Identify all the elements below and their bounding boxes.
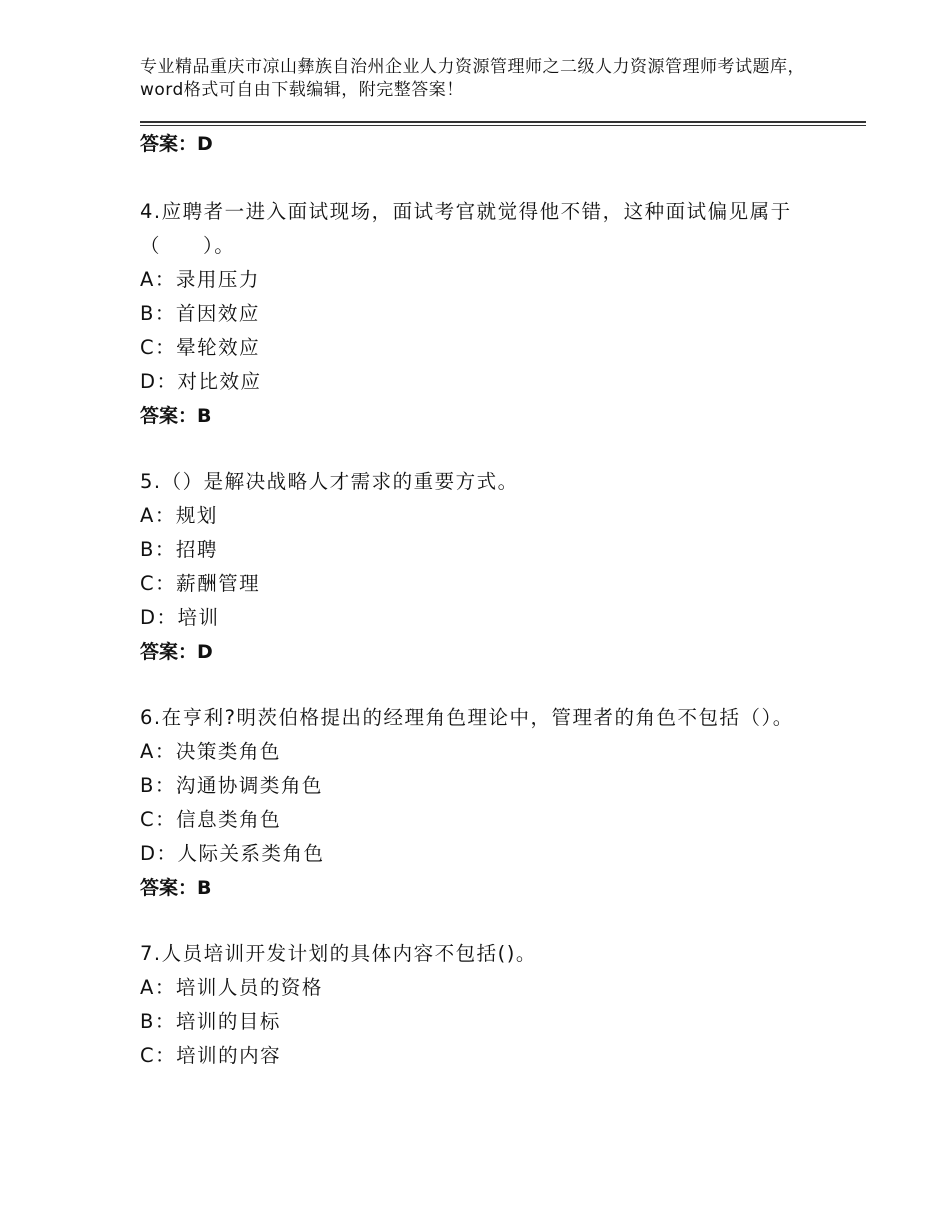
option-b: B：招聘 — [140, 538, 218, 561]
option-a: A：决策类角色 — [140, 740, 281, 763]
option-c: C：信息类角色 — [140, 808, 282, 831]
option-c: C：薪酬管理 — [140, 572, 261, 595]
question-4 — [140, 195, 820, 433]
header-divider-thin — [140, 125, 866, 126]
question-5 — [140, 465, 820, 669]
option-c: C：晕轮效应 — [140, 336, 261, 359]
question-stem: 5.（）是解决战略人才需求的重要方式。 — [140, 470, 519, 493]
option-c: C：培训的内容 — [140, 1044, 282, 1067]
option-d: D：对比效应 — [140, 370, 262, 393]
question-answer: 答案：D — [140, 641, 213, 663]
option-a: A：培训人员的资格 — [140, 976, 323, 999]
option-a: A：录用压力 — [140, 268, 260, 291]
question-answer: 答案：B — [140, 405, 212, 427]
document-header — [140, 56, 840, 102]
option-b: B：首因效应 — [140, 302, 260, 325]
question-answer: 答案：B — [140, 877, 212, 899]
header-title: 专业精品重庆市凉山彝族自治州企业人力资源管理师之二级人力资源管理师考试题库，word格式可自由下载编辑，附完整答案！ — [140, 57, 805, 100]
option-d: D：人际关系类角色 — [140, 842, 325, 865]
option-b: B：沟通协调类角色 — [140, 774, 323, 797]
question-stem: 6.在亨利?明茨伯格提出的经理角色理论中，管理者的角色不包括（）。 — [140, 706, 794, 729]
question-stem: 7.人员培训开发计划的具体内容不包括()。 — [140, 942, 537, 965]
question-list — [140, 195, 820, 1073]
question-stem: 4.应聘者一进入面试现场，面试考官就觉得他不错，这种面试偏见属于（ ）。 — [140, 200, 792, 257]
previous-answer: 答案：D — [140, 133, 213, 155]
question-7 — [140, 937, 820, 1073]
option-d: D：培训 — [140, 606, 220, 629]
option-b: B：培训的目标 — [140, 1010, 281, 1033]
option-a: A：规划 — [140, 504, 218, 527]
question-6 — [140, 701, 820, 905]
header-divider — [140, 121, 866, 123]
